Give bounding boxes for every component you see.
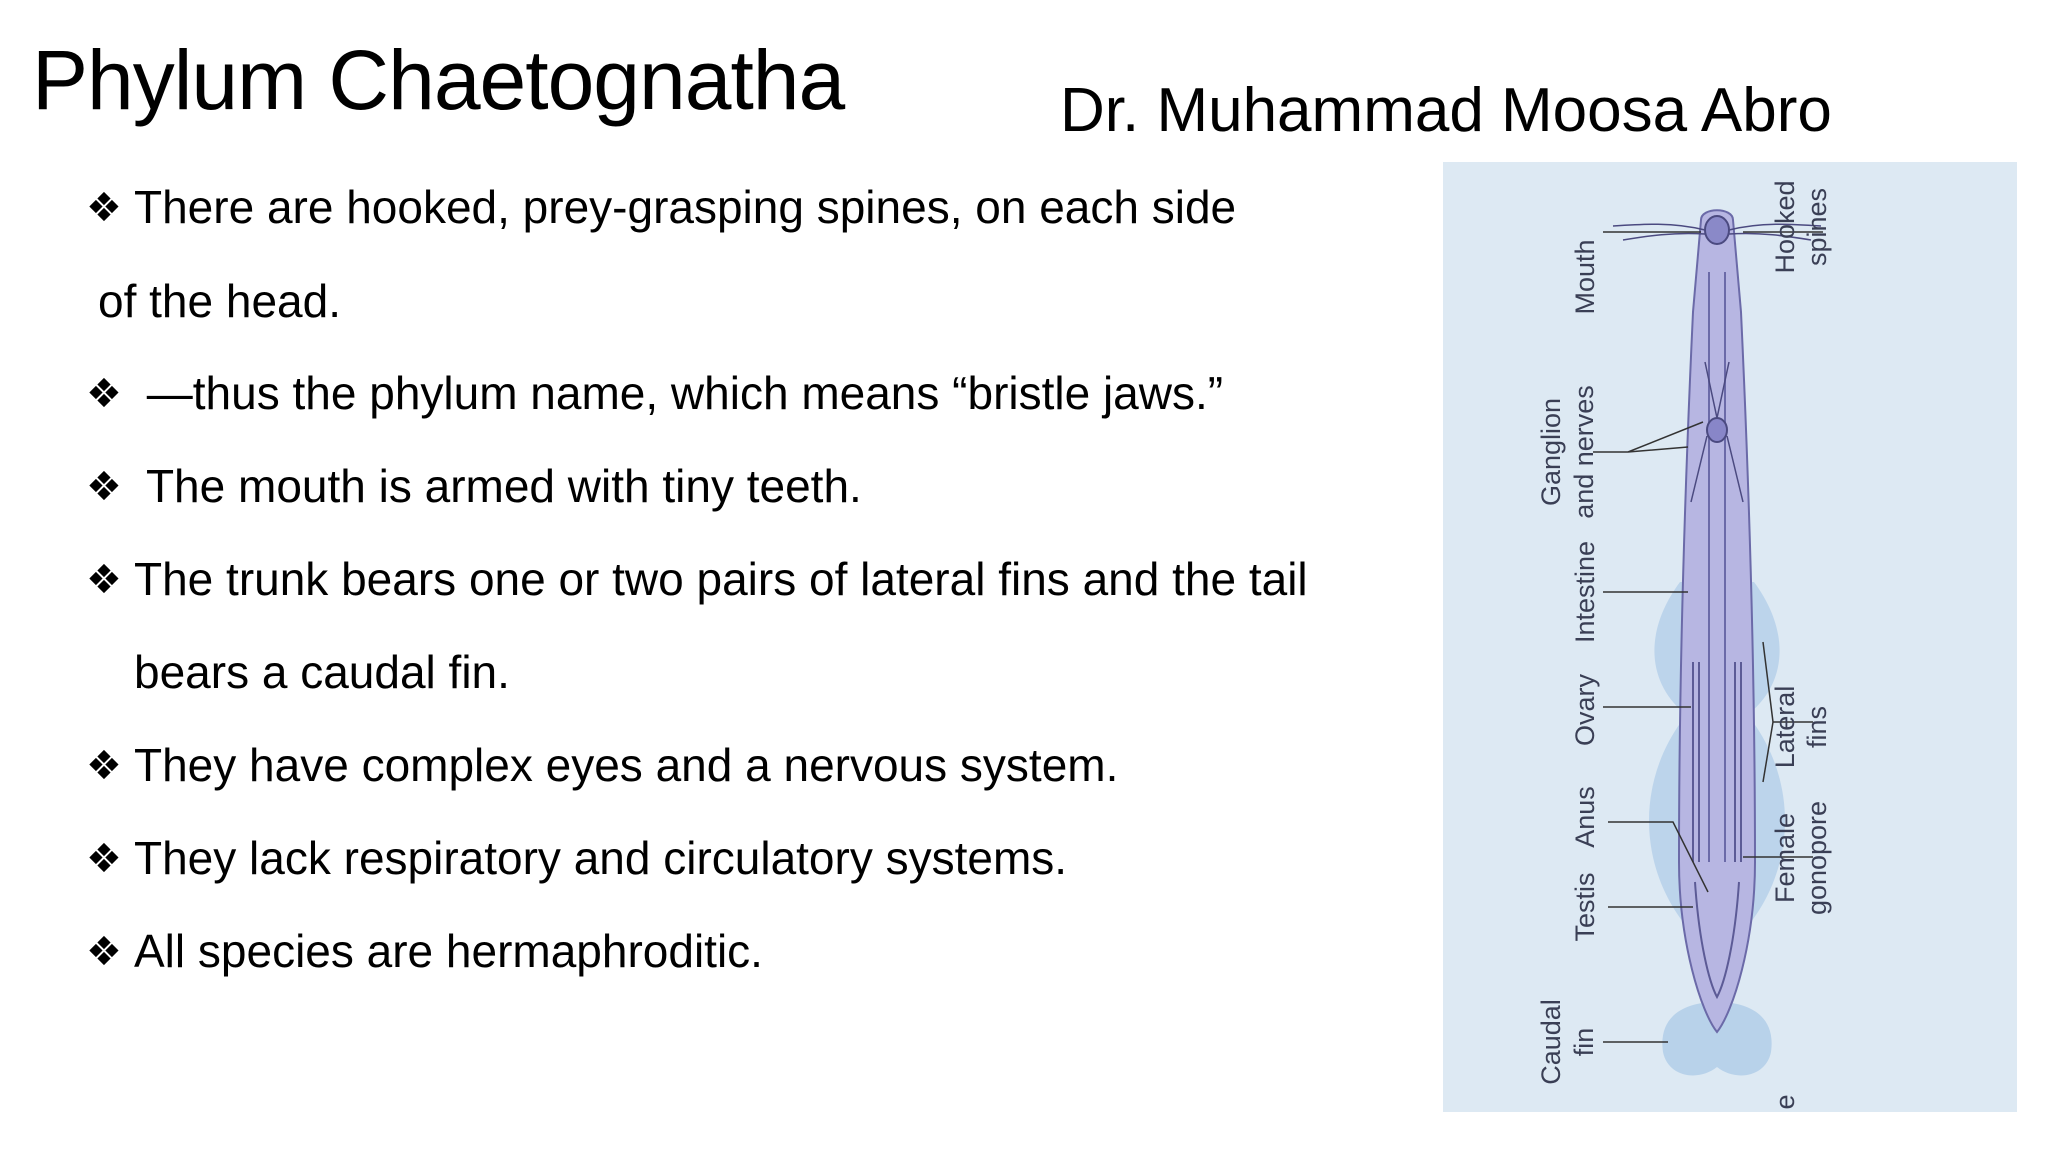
bullet-text: All species are hermaphroditic. — [134, 925, 763, 977]
bullet-continuation: of the head. — [98, 275, 341, 327]
label-spines: spines — [1802, 187, 1832, 267]
bullet-text: There are hooked, prey-grasping spines, on each side — [134, 181, 1237, 233]
author-name: Dr. Muhammad Moosa Abro — [1060, 76, 1832, 145]
bullet-item — [86, 738, 1118, 793]
bullet-item — [86, 180, 1236, 235]
label-fin: fin — [1569, 1027, 1599, 1057]
label-female: Female — [1770, 812, 1800, 904]
bullet-text: —thus the phylum name, which means “bristle jaws.” — [134, 367, 1224, 419]
label-anus: Anus — [1570, 786, 1600, 848]
bullet-text: The mouth is armed with tiny teeth. — [134, 460, 862, 512]
bullet-item — [86, 831, 1067, 886]
label-mouth: Mouth — [1570, 239, 1600, 315]
label-ganglion: Ganglion — [1536, 397, 1566, 507]
worm-body — [1679, 210, 1755, 1032]
bullet-marker-icon: ❖ — [86, 837, 122, 881]
label-ovary: Ovary — [1570, 673, 1600, 747]
bullet-item — [86, 552, 1308, 607]
bullet-marker-icon: ❖ — [86, 930, 122, 974]
label-hooked: Hooked — [1770, 180, 1800, 274]
label-cut-e: e — [1770, 1094, 1800, 1110]
bullet-continuation: bears a caudal fin. — [134, 646, 510, 698]
label-caudal: Caudal — [1536, 999, 1566, 1085]
bullet-item — [86, 924, 763, 979]
slide-title: Phylum Chaetognatha — [32, 33, 845, 127]
label-lateral: Lateral — [1770, 685, 1800, 769]
label-fins: fins — [1802, 705, 1832, 749]
bullet-marker-icon: ❖ — [86, 744, 122, 788]
label-and-nerves: and nerves — [1569, 385, 1599, 519]
chaetognath-anatomy-figure — [1443, 162, 2017, 1112]
label-testis: Testis — [1570, 872, 1600, 942]
bullet-marker-icon: ❖ — [86, 558, 122, 602]
bullet-text: They lack respiratory and circulatory systems. — [134, 832, 1068, 884]
bullet-marker-icon: ❖ — [86, 186, 122, 230]
label-intestine: Intestine — [1570, 540, 1600, 644]
bullet-marker-icon: ❖ — [86, 372, 122, 416]
arrow-worm-diagram — [1443, 162, 2017, 1112]
bullet-item — [86, 459, 862, 514]
bullet-item — [86, 366, 1223, 421]
bullet-marker-icon: ❖ — [86, 465, 122, 509]
bullet-text: They have complex eyes and a nervous system. — [134, 739, 1119, 791]
label-gonopore: gonopore — [1802, 800, 1832, 916]
bullet-text: The trunk bears one or two pairs of lateral fins and the tail — [134, 553, 1308, 605]
